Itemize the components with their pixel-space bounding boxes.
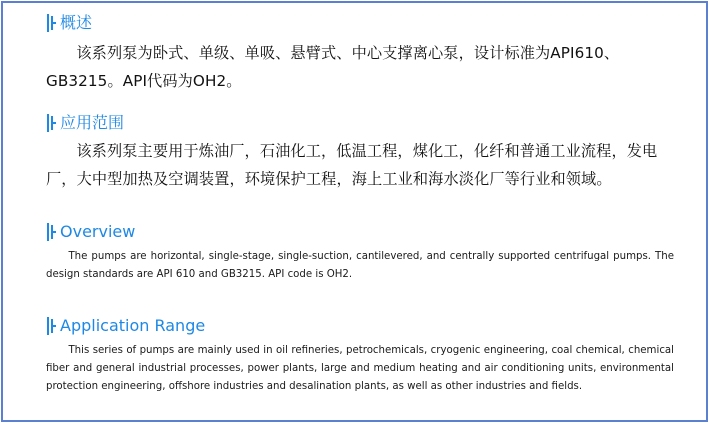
paragraph-application-en: This series of pumps are mainly used in oil refineries, petrochemicals, cryogenic engineering, coal chemical, chemical fiber and general industrial processes, power plants, large and medium heating and air conditioning units, environmental protection engineering, offshore industries and desalination plants, as well as other industries and fields. — [46, 345, 674, 392]
double-bar-marker-icon — [46, 114, 56, 132]
heading-label: Overview — [60, 222, 136, 241]
section-heading-overview-cn — [46, 11, 92, 35]
paragraph-application-cn: 该系列泵主要用于炼油厂，石油化工，低温工程，煤化工，化纤和普通工业流程，发电厂，大中型加热及空调装置，环境保护工程，海上工业和海水淡化厂等行业和领域。 — [46, 142, 658, 188]
heading-label: 概述 — [60, 13, 93, 32]
heading-label: 应用范围 — [60, 113, 125, 132]
double-bar-marker-icon — [46, 317, 56, 335]
double-bar-marker-icon — [46, 223, 56, 241]
double-bar-marker-icon — [46, 14, 56, 32]
section-heading-application-en — [46, 314, 205, 338]
heading-label: Application Range — [60, 316, 206, 335]
section-heading-overview-en — [46, 220, 135, 244]
paragraph-overview-en: The pumps are horizontal, single-stage, single-suction, cantilevered, and centrally supported centrifugal pumps. The design standards are API 610 and GB3215. API code is OH2. — [46, 251, 674, 280]
paragraph-overview-cn: 该系列泵为卧式、单级、单吸、悬臂式、中心支撑离心泵，设计标准为API610、GB3215。API代码为OH2。 — [46, 44, 620, 90]
section-heading-application-cn — [46, 111, 124, 135]
